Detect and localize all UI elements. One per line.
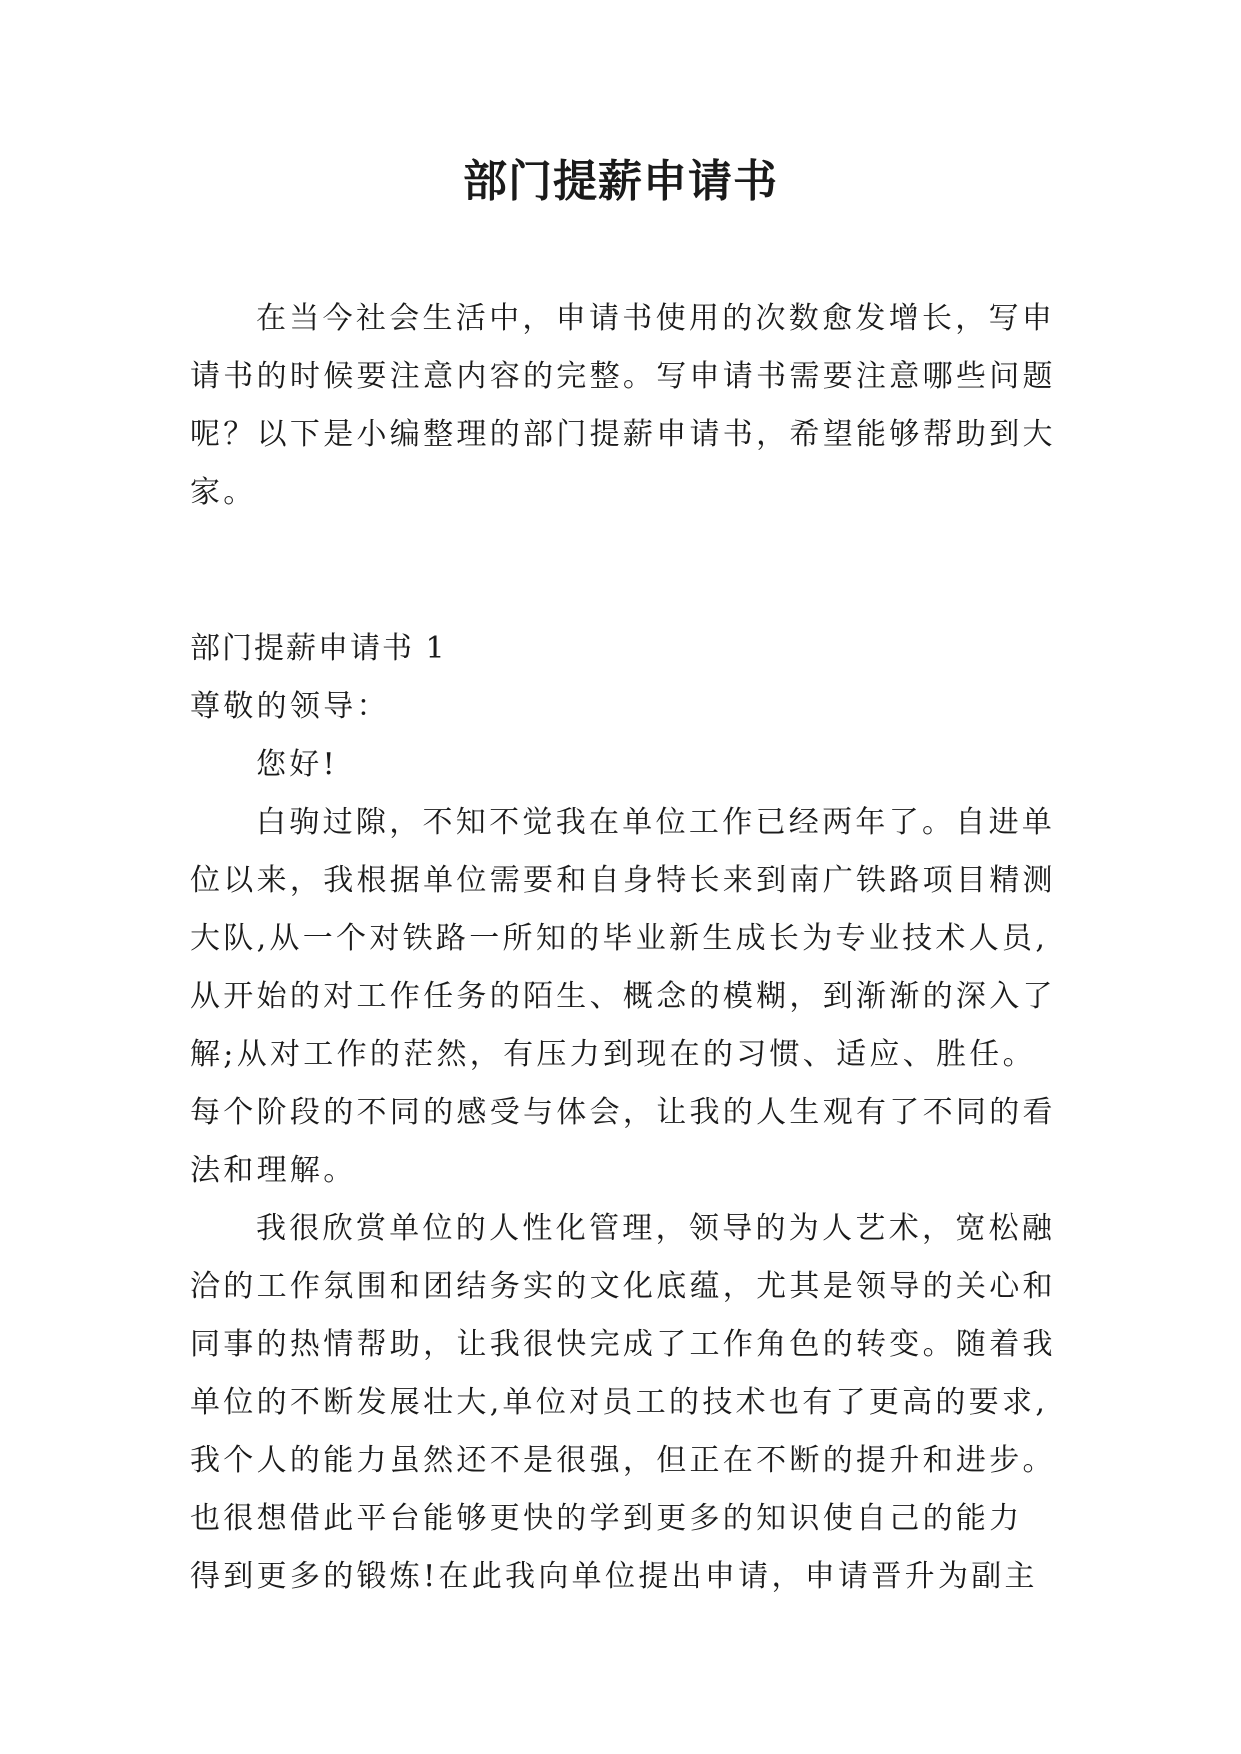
paragraph-2-line-1: 我很欣赏单位的人性化管理，领导的为人艺术，宽松融: [256, 1211, 1056, 1246]
greeting: 您好!: [256, 747, 338, 782]
paragraph-1-line-4: 从开始的对工作任务的陌生、概念的模糊，到渐渐的深入了: [190, 979, 1056, 1014]
intro-line-3: 呢？以下是小编整理的部门提薪申请书，希望能够帮助到大: [190, 417, 1056, 452]
paragraph-1-line-7: 法和理解。: [190, 1153, 357, 1188]
document-body: [190, 290, 1060, 1606]
paragraph-2-line-5: 我个人的能力虽然还不是很强，但正在不断的提升和进步。: [190, 1443, 1056, 1478]
intro-paragraph: [190, 290, 1060, 522]
paragraph-2-line-2: 洽的工作氛围和团结务实的文化底蕴，尤其是领导的关心和: [190, 1269, 1056, 1304]
document-title: 部门提薪申请书: [463, 156, 778, 207]
paragraph-1-line-5: 解;从对工作的茫然，有压力到现在的习惯、适应、胜任。: [190, 1037, 1036, 1072]
salutation: 尊敬的领导：: [190, 689, 390, 724]
paragraph-1-line-1: 白驹过隙，不知不觉我在单位工作已经两年了。自进单: [256, 805, 1056, 840]
paragraph-1-line-2: 位以来，我根据单位需要和自身特长来到南广铁路项目精测: [190, 863, 1056, 898]
paragraph-2-line-7: 得到更多的锻炼!在此我向单位提出申请，申请晋升为副主: [190, 1559, 1038, 1594]
paragraph-1-line-3: 大队,从一个对铁路一所知的毕业新生成长为专业技术人员,: [190, 921, 1049, 956]
intro-line-1: 在当今社会生活中，申请书使用的次数愈发增长，写申: [256, 301, 1056, 336]
paragraph-2-line-6: 也很想借此平台能够更快的学到更多的知识使自己的能力: [190, 1501, 1023, 1536]
paragraph-2: [190, 1200, 1060, 1606]
paragraph-1: [190, 794, 1060, 1200]
intro-line-2: 请书的时候要注意内容的完整。写申请书需要注意哪些问题: [190, 359, 1056, 394]
paragraph-gap: [190, 522, 1060, 620]
paragraph-2-line-3: 同事的热情帮助，让我很快完成了工作角色的转变。随着我: [190, 1327, 1056, 1362]
paragraph-1-line-6: 每个阶段的不同的感受与体会，让我的人生观有了不同的看: [190, 1095, 1056, 1130]
section-heading: 部门提薪申请书 1: [190, 631, 447, 666]
paragraph-2-line-4: 单位的不断发展壮大,单位对员工的技术也有了更高的要求,: [190, 1385, 1049, 1420]
intro-line-4: 家。: [190, 475, 257, 510]
